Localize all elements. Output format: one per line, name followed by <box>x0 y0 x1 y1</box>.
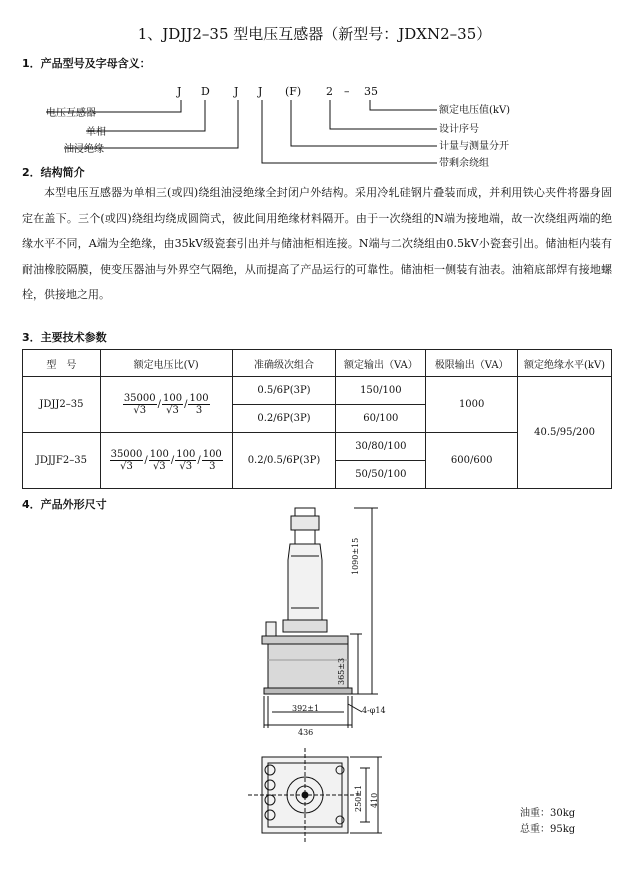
col-header-ratio: 额定电压比(V) <box>100 350 232 377</box>
label-rated-voltage: 额定电压值(kV) <box>439 105 511 116</box>
label-oil-insulation: 油浸绝缘 <box>64 144 104 155</box>
dim-outer-width-label: 436 <box>298 728 314 737</box>
slash: / <box>144 455 148 466</box>
cell-accuracy: 0.5/6P(3P) <box>232 377 336 405</box>
page-title: 1、JDJJ2–35 型电压互感器（新型号：JDXN2–35） <box>137 25 492 43</box>
label-residual-winding: 带剩余绕组 <box>439 158 489 169</box>
code-dash: – <box>344 85 350 98</box>
code-letter: J <box>258 85 263 98</box>
oil-weight: 油重：30kg <box>520 808 576 819</box>
slash: / <box>170 455 175 466</box>
numerator: 35000 <box>110 449 143 460</box>
label-metering-separate: 计量与测量分开 <box>439 141 509 152</box>
code-letter: J <box>177 85 182 98</box>
label-single-phase: 单相 <box>86 127 106 138</box>
dim-inner-width-label: 392±1 <box>292 704 320 713</box>
denominator: √3 <box>152 461 166 472</box>
numerator: 100 <box>163 393 183 404</box>
code-letter: D <box>201 85 210 98</box>
col-header-accuracy: 准确级次组合 <box>232 350 336 377</box>
col-header-model: 型 号 <box>23 350 101 377</box>
section2-heading: 2．结构简介 <box>22 166 85 179</box>
numerator: 100 <box>189 393 209 404</box>
dim-plan-inner-label: 250±1 <box>354 784 363 812</box>
cell-insulation: 40.5/95/200 <box>518 377 612 489</box>
cell-accuracy: 0.2/0.5/6P(3P) <box>232 433 336 489</box>
numerator: 100 <box>202 449 222 460</box>
section3-heading: 3．主要技术参数 <box>22 331 107 344</box>
col-header-rated-output: 额定输出（VA） <box>336 350 426 377</box>
denominator: √3 <box>179 461 193 472</box>
dim-plan-outer-label: 410 <box>370 792 379 808</box>
cell-limit-output: 600/600 <box>426 433 518 489</box>
cell-model: JDJJ2–35 <box>23 377 101 433</box>
dim-base-height-label: 365±3 <box>337 657 346 685</box>
cell-rated-output: 30/80/100 <box>336 433 426 461</box>
cell-rated-output: 60/100 <box>336 405 426 433</box>
col-header-limit-output: 极限输出（VA） <box>426 350 518 377</box>
denominator: √3 <box>166 405 179 416</box>
label-voltage-transformer: 电压互感器 <box>46 108 96 119</box>
numerator: 35000 <box>123 393 156 404</box>
label-design-serial: 设计序号 <box>439 124 479 135</box>
total-weight: 总重：95kg <box>520 824 576 835</box>
code-letter: J <box>234 85 239 98</box>
col-header-insulation: 额定绝缘水平(kV) <box>518 350 612 377</box>
cell-rated-output: 150/100 <box>336 377 426 405</box>
structure-paragraph: 本型电压互感器为单相三(或四)绕组油浸绝缘全封闭户外结构。采用冷轧硅钢片叠装而成，并利用铁心夹件将器身固定在盖下。三个(或四)绕组均绕成圆筒式，彼此间用绝缘材料隔开。由于一次绕组的N端为接地端，故一次绕组两端的绝缘水平不同，A端为全绝缘，由35kV级瓷套引出并与储油柜相连接。N端与二次绕组由0.5kV小瓷套引出。储油柜内装有耐油橡胶隔膜，使变压器油与外界空气隔绝，从而提高了产品运行的可靠性。储油柜一侧装有油表。油箱底部焊有接地螺栓，供接地之用。 <box>22 186 612 301</box>
cell-limit-output: 1000 <box>426 377 518 433</box>
section4-heading: 4．产品外形尺寸 <box>22 498 107 511</box>
denominator: √3 <box>133 405 147 416</box>
elevation-view <box>262 508 378 728</box>
code-letter: 35 <box>364 85 378 98</box>
code-letter: 2 <box>326 85 333 98</box>
dim-holes-label: 4-φ14 <box>362 706 386 715</box>
dim-height-label: 1090±15 <box>351 537 360 575</box>
code-letter: (F) <box>285 85 302 98</box>
denominator: √3 <box>120 461 133 472</box>
cell-rated-output: 50/50/100 <box>336 461 426 489</box>
denominator: 3 <box>195 405 203 416</box>
cell-model: JDJJF2–35 <box>23 433 101 489</box>
numerator: 100 <box>149 449 169 460</box>
slash: / <box>157 399 161 410</box>
slash: / <box>184 399 188 410</box>
numerator: 100 <box>176 449 196 460</box>
cell-accuracy: 0.2/6P(3P) <box>232 405 336 433</box>
denominator: 3 <box>209 461 216 472</box>
section1-heading: 1．产品型号及字母含义： <box>22 57 151 70</box>
slash: / <box>197 455 201 466</box>
